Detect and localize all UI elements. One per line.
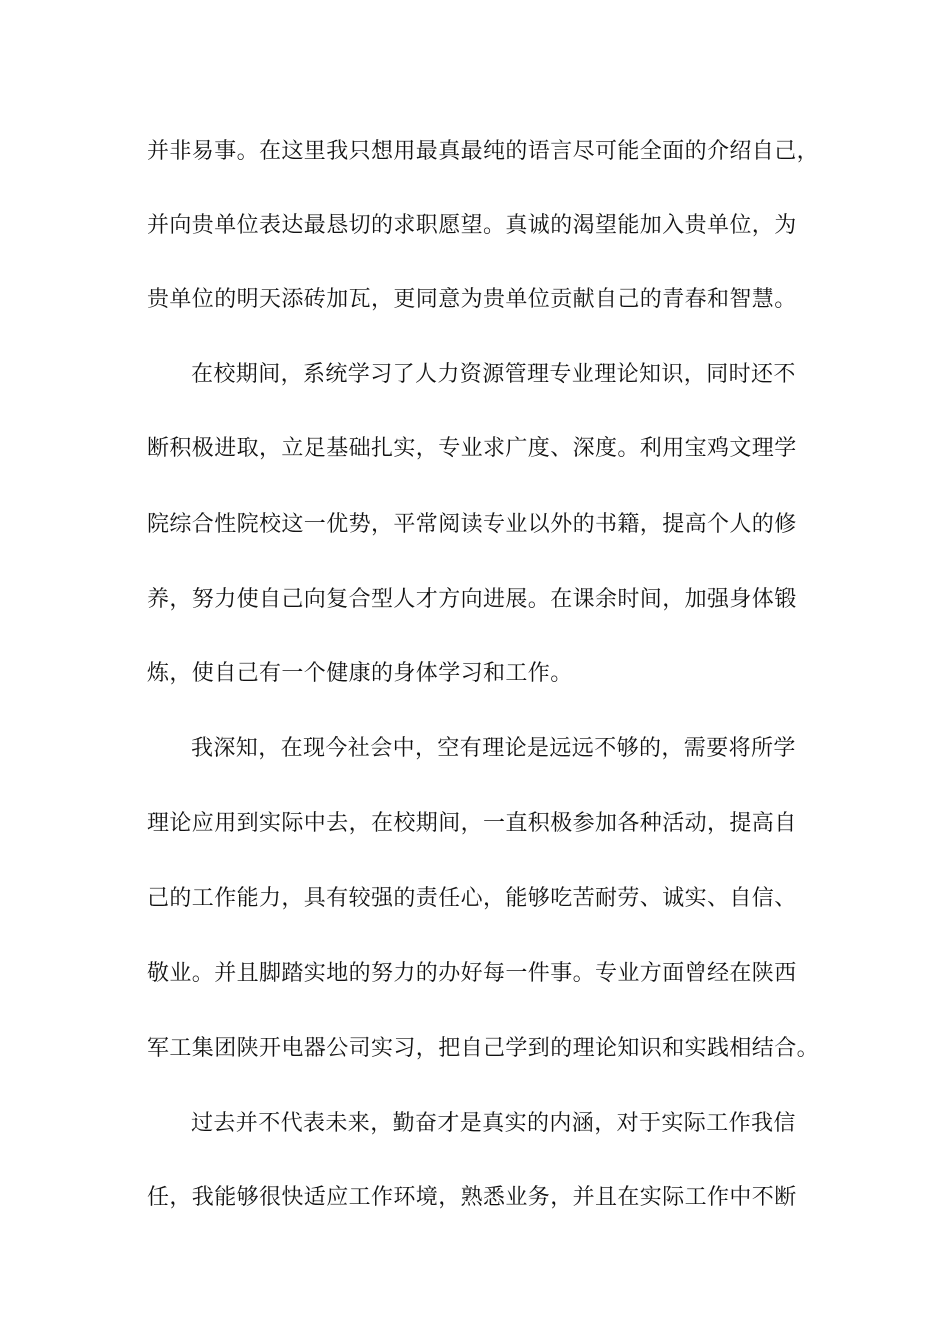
text-line: 并非易事。在这里我只想用最真最纯的语言尽可能全面的介绍自己， xyxy=(147,139,820,164)
text-line: 并向贵单位表达最恳切的求职愿望。真诚的渴望能加入贵单位，为 xyxy=(147,213,797,238)
text-line: 军工集团陕开电器公司实习，把自己学到的理论知识和实践相结合。 xyxy=(147,1036,820,1061)
text-line: 贵单位的明天添砖加瓦，更同意为贵单位贡献自己的青春和智慧。 xyxy=(147,287,797,312)
paragraph-start-line: 我深知，在现今社会中，空有理论是远远不够的，需要将所学 xyxy=(191,736,796,761)
text-line: 炼，使自己有一个健康的身体学习和工作。 xyxy=(147,661,573,686)
paragraph-start-line: 在校期间，系统学习了人力资源管理专业理论知识，同时还不 xyxy=(191,362,796,387)
text-line: 院综合性院校这一优势，平常阅读专业以外的书籍，提高个人的修 xyxy=(147,512,797,537)
text-line: 任，我能够很快适应工作环境，熟悉业务，并且在实际工作中不断 xyxy=(147,1185,797,1210)
paragraph-start-line: 过去并不代表未来，勤奋才是真实的内涵，对于实际工作我信 xyxy=(191,1111,796,1136)
text-line: 养，努力使自己向复合型人才方向进展。在课余时间，加强身体锻 xyxy=(147,587,797,612)
text-line: 敬业。并且脚踏实地的努力的办好每一件事。专业方面曾经在陕西 xyxy=(147,961,797,986)
text-line: 理论应用到实际中去，在校期间，一直积极参加各种活动，提高自 xyxy=(147,811,797,836)
text-line: 己的工作能力，具有较强的责任心，能够吃苦耐劳、诚实、自信、 xyxy=(147,886,797,911)
text-line: 断积极进取，立足基础扎实，专业求广度、深度。利用宝鸡文理学 xyxy=(147,436,797,461)
